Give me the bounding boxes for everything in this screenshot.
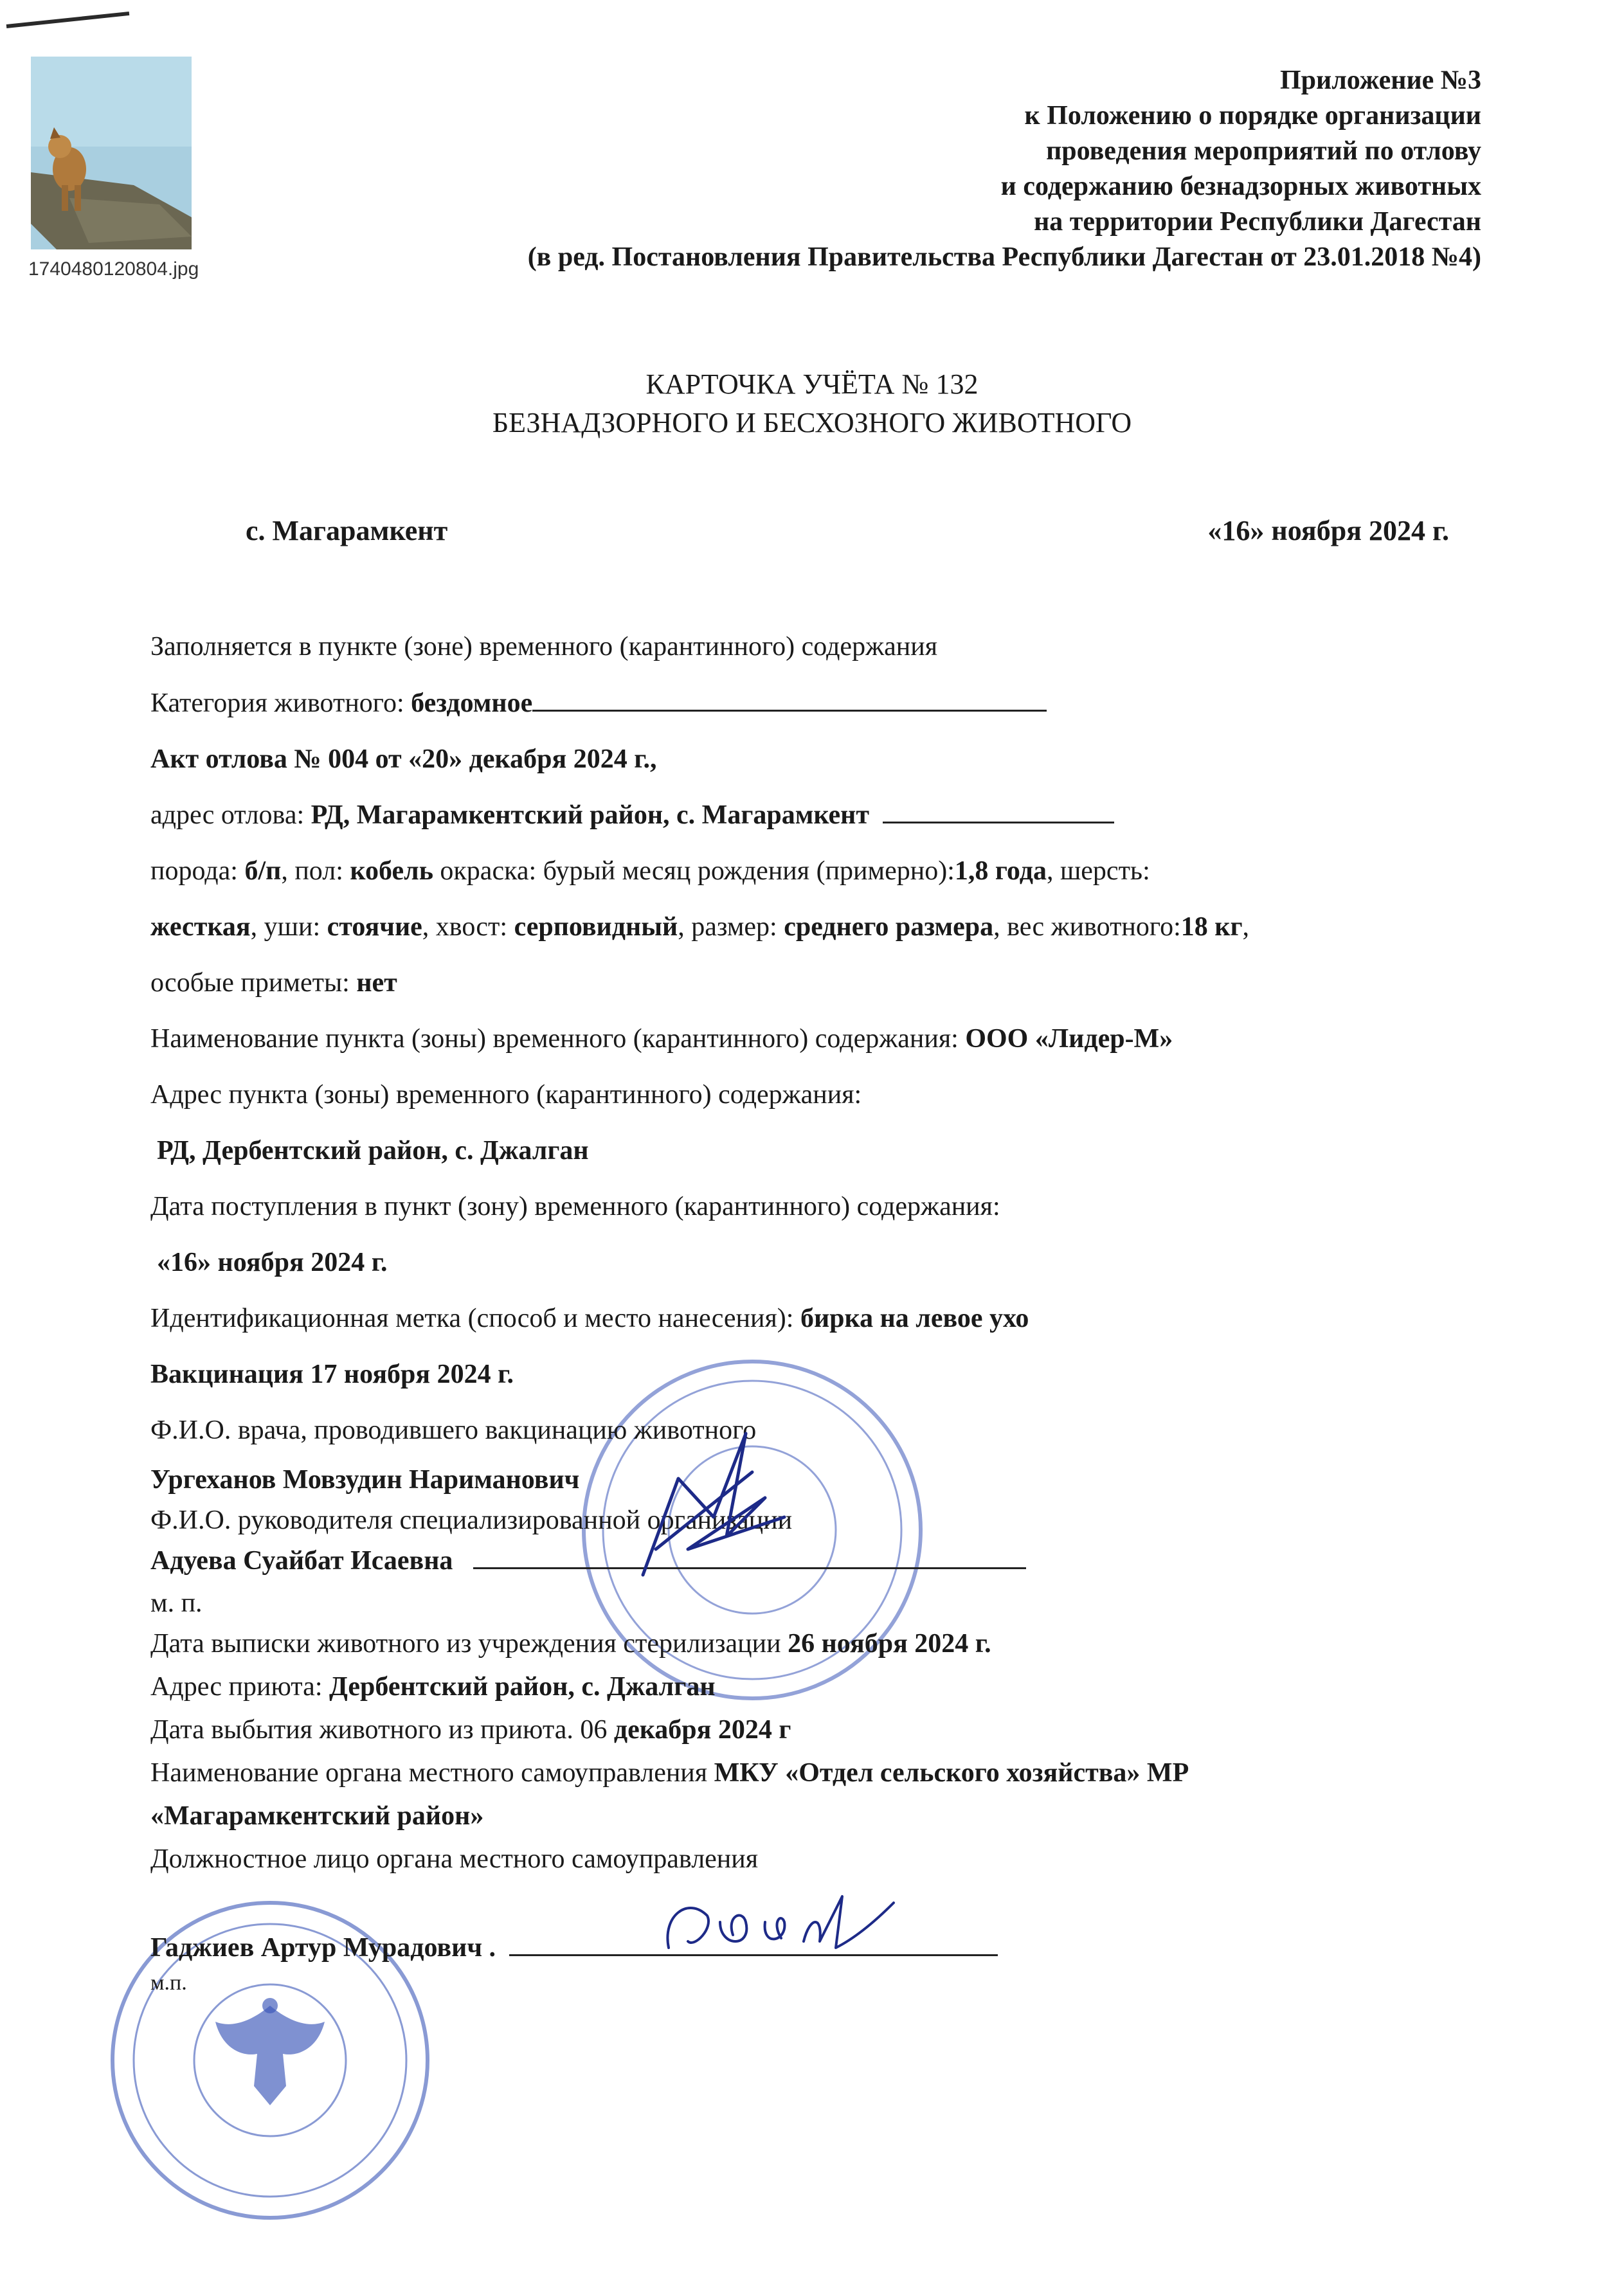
dog-photo-thumbnail: [31, 57, 192, 249]
mp-1: м. п.: [150, 1588, 203, 1618]
weight-value: 18 кг: [1180, 912, 1243, 942]
marks-label: особые приметы:: [150, 968, 357, 998]
arrival-value: [157, 1247, 388, 1278]
head-signature: [617, 1421, 810, 1594]
authority-row: [150, 1758, 1189, 1788]
appendix-line: Приложение №3: [1279, 66, 1481, 95]
category-value: бездомное: [411, 688, 533, 718]
document-date: «16» ноября 2024 г.: [1207, 515, 1449, 546]
breed-label: порода:: [150, 856, 245, 886]
discharge-label: Дата выписки животного из учреждения стерилизации: [150, 1629, 788, 1659]
point-address-label: Адрес пункта (зоны) временного (карантинного) содержания:: [150, 1080, 862, 1110]
official-name-row: [150, 1932, 998, 1963]
category-label: Категория животного:: [150, 688, 411, 718]
sex-label: , пол:: [281, 856, 350, 886]
authority-value-1: МКУ «Отдел сельского хозяйства» МР: [714, 1758, 1189, 1788]
vet-name: [150, 1464, 579, 1495]
discharge-value: 26 ноября 2024 г.: [788, 1629, 991, 1659]
shelter-value: Дербентский район, с. Джалган: [329, 1672, 716, 1702]
id-mark-value: бирка на левое ухо: [800, 1304, 1029, 1333]
capture-address-label: адрес отлова:: [150, 800, 311, 830]
pen-stroke: [6, 12, 130, 28]
fur-value: жесткая: [150, 912, 251, 942]
color-label: окраска: бурый месяц рождения (примерно):: [433, 856, 955, 886]
official-label: Должностное лицо органа местного самоуправления: [150, 1844, 759, 1874]
title-line-1: КАРТОЧКА УЧЁТА № 132: [645, 368, 979, 400]
animal-description-row-2: [150, 912, 1249, 942]
appendix-header: [324, 63, 1481, 275]
breed-value: б/п: [244, 856, 282, 886]
authority-label: Наименование органа местного самоуправления: [150, 1758, 714, 1788]
official-name-text: Гаджиев Артур Мурадович .: [150, 1933, 496, 1963]
arrival-label: Дата поступления в пункт (зону) временного (карантинного) содержания:: [150, 1192, 1000, 1221]
size-label: , размер:: [678, 912, 784, 942]
point-name-row: [150, 1023, 1173, 1054]
special-marks-row: [150, 967, 397, 998]
appendix-line: проведения мероприятий по отлову: [1046, 136, 1481, 166]
appendix-line: и содержанию безнадзорных животных: [1000, 172, 1481, 201]
discharge-row: [150, 1628, 991, 1659]
leave-value: декабря 2024 г: [613, 1715, 791, 1745]
fur-label: , шерсть:: [1046, 856, 1150, 886]
underline: [532, 709, 1047, 712]
authority-row-2: [150, 1801, 483, 1831]
point-name-label: Наименование пункта (зоны) временного (карантинного) содержания:: [150, 1024, 966, 1054]
fill-note: Заполняется в пункте (зоне) временного (карантинного) содержания: [150, 632, 938, 661]
leave-label: Дата выбытия животного из приюта. 06: [150, 1715, 614, 1745]
animal-description-row-1: [150, 856, 1150, 886]
shelter-row: [150, 1671, 716, 1702]
appendix-line: к Положению о порядке организации: [1024, 101, 1481, 130]
shelter-label: Адрес приюта:: [150, 1672, 329, 1702]
weight-tail: ,: [1242, 912, 1250, 942]
title-line-2: БЕЗНАДЗОРНОГО И БЕСХОЗНОГО ЖИВОТНОГО: [492, 407, 1132, 438]
category-row: [150, 688, 1047, 719]
thumbnail-filename: 1740480120804.jpg: [28, 258, 199, 280]
age-value: 1,8 года: [954, 856, 1047, 886]
size-value: среднего размера: [784, 912, 994, 942]
appendix-line: (в ред. Постановления Правительства Республики Дагестан от 23.01.2018 №4): [527, 242, 1481, 272]
ears-label: , уши:: [250, 912, 327, 942]
signature-line: [509, 1954, 998, 1956]
sex-value: кобель: [350, 856, 433, 886]
head-name-row: [150, 1545, 1026, 1576]
point-address-value-text: РД, Дербентский район, с. Джалган: [157, 1136, 589, 1165]
vaccination-row: [150, 1359, 514, 1390]
head-label: Ф.И.О. руководителя специализированной организации: [150, 1506, 793, 1535]
appendix-line: на территории Республики Дагестан: [1034, 207, 1481, 237]
tail-label: , хвост:: [422, 912, 514, 942]
tail-value: серповидный: [514, 912, 678, 942]
head-name-text: Адуева Суайбат Исаевна: [150, 1546, 453, 1576]
vet-name-text: Ургеханов Мовзудин Нариманович: [150, 1465, 580, 1495]
capture-address-row: [150, 800, 1114, 831]
point-name-value: ООО «Лидер-М»: [965, 1024, 1173, 1054]
vet-label: Ф.И.О. врача, проводившего вакцинацию животного: [150, 1416, 757, 1445]
marks-value: нет: [356, 968, 397, 998]
arrival-value-text: «16» ноября 2024 г.: [157, 1248, 388, 1277]
mp-2: м.п.: [150, 1971, 187, 1995]
id-mark-label: Идентификационная метка (способ и место нанесения):: [150, 1304, 800, 1333]
id-mark-row: [150, 1303, 1029, 1334]
underline: [883, 821, 1114, 823]
authority-value-2: «Магарамкентский район»: [150, 1801, 484, 1831]
leave-row: [150, 1714, 791, 1745]
document-title: [0, 365, 1624, 442]
capture-address-value: РД, Магарамкентский район, с. Магарамкент: [311, 800, 869, 830]
weight-label: , вес животного:: [993, 912, 1181, 942]
ears-value: стоячие: [327, 912, 422, 942]
place: с. Магарамкент: [246, 515, 448, 546]
point-address-value: [157, 1135, 589, 1166]
vaccination-text: Вакцинация 17 ноября 2024 г.: [150, 1360, 514, 1389]
capture-act-text: Акт отлова № 004 от «20» декабря 2024 г.,: [150, 744, 657, 774]
capture-act: [150, 744, 657, 775]
